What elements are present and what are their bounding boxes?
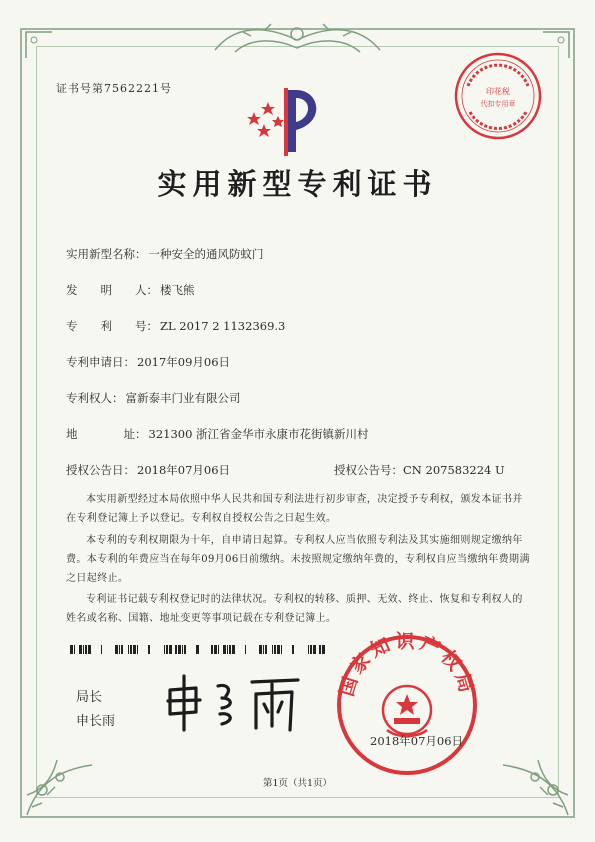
patent-no-label: 专 利 号： [66,319,158,333]
paragraph-term: 本专利的专利权期限为十年，自申请日起算。专利权人应当依照专利法及其实施细则规定缴纳年费。本专利的年费应当在每年09月06日前缴纳。未按照规定缴纳年费的，专利权自应当缴纳年费期满之日起终止。 [66,535,530,584]
utility-model-name-label: 实用新型名称： [66,247,147,261]
svg-text:代扣专用章: 代扣专用章 [480,100,516,108]
inventor-label: 发 明 人： [66,283,158,297]
paragraph-grant: 本实用新型经过本局依照中华人民共和国专利法进行初步审查，决定授予专利权，颁发本证书并在专利登记簿上予以登记。专利权自授权公告之日起生效。 [66,494,523,524]
utility-model-name: 一种安全的通风防蚊门 [148,247,264,261]
tax-seal-stamp [452,50,544,142]
patentee-row [66,390,241,406]
paragraph-legal-status: 专利证书记载专利权登记时的法律状况。专利权的转移、质押、无效、终止、恢复和专利权人的姓名或名称、国籍、地址变更等事项记载在专利登记簿上。 [66,594,523,624]
seal-date: 2018年07月06日 [370,734,464,748]
filing-date-label: 专利申请日： [66,355,135,369]
grant-date-row [66,462,230,478]
national-ip-office-seal [332,630,482,780]
svg-text:印花税: 印花税 [486,87,510,96]
address-row [66,426,369,442]
patent-no-row [66,318,285,334]
grant-no-label: 授权公告号： [334,463,403,477]
page-number: 第1页（共1页） [262,778,333,789]
patent-no: ZL 2017 2 1132369.3 [160,319,286,333]
address-label: 地 址： [66,427,147,441]
director-signature [160,668,310,738]
inventor: 楼飞熊 [160,283,195,297]
certificate-title: 实用新型专利证书 [157,167,438,201]
grant-no-row [334,462,505,478]
top-right-corner-ornament [541,30,571,60]
grant-no: CN 207583224 U [403,463,505,477]
svg-text:国家知识产权局: 国家知识产权局 [335,630,479,699]
director-title: 局长 [76,690,103,705]
patentee: 富新泰丰门业有限公司 [125,391,241,405]
certificate-number: 证书号第7562221号 [56,82,172,95]
top-ornament [205,20,390,60]
barcode [70,645,325,654]
patent-office-logo [240,82,330,162]
patentee-label: 专利权人： [66,391,124,405]
inventor-row [66,282,195,298]
grant-date: 2018年07月06日 [137,463,231,477]
utility-model-name-row [66,246,264,262]
address: 321300 浙江省金华市永康市花街镇新川村 [148,427,369,441]
filing-date: 2017年09月06日 [137,355,231,369]
grant-date-label: 授权公告日： [66,463,135,477]
filing-date-row [66,354,230,370]
director-name: 申长雨 [76,714,116,729]
top-left-corner-ornament [24,30,54,60]
